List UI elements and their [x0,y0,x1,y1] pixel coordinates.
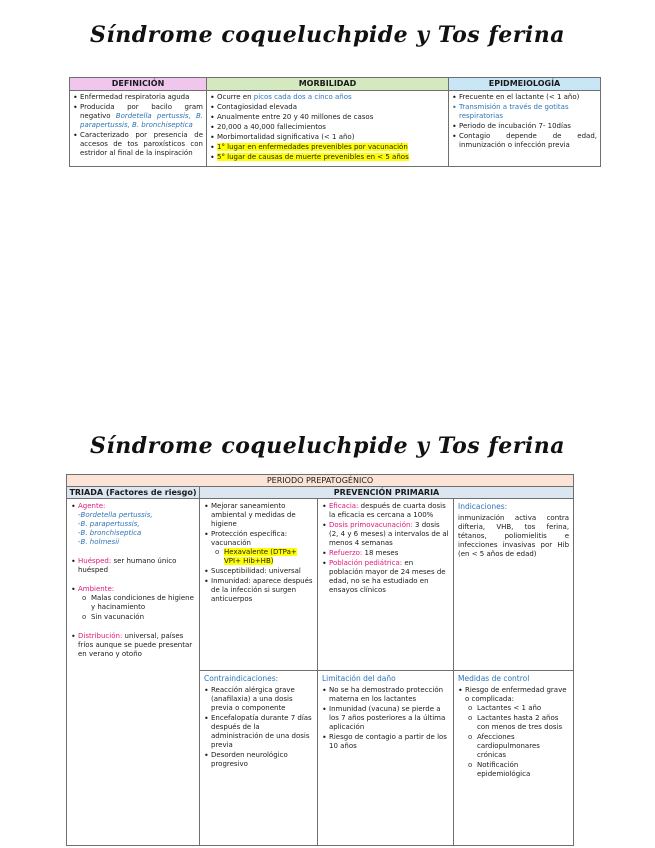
list-item: o Hexavalente (DTPa+ VPI+ Hib+HB) [215,548,313,566]
list-item: • Riesgo de contagio a partir de los 10 años [322,733,449,751]
list-item: • Eficacia: después de cuarta dosis la eficacia es cercana a 100% [322,502,449,520]
medidas-cell [454,671,574,846]
list-item: • Protección específica: vacunación o Hexavalente (DTPa+ VPI+ Hib+HB) [204,530,313,566]
list-item: • Morbimortalidad significativa (< 1 año) [210,133,445,142]
list-item: • Refuerzo: 18 meses [322,549,449,558]
list-item: • Ocurre en picos cada dos a cinco años [210,93,445,102]
list-item: • Frecuente en el lactante (< 1 año) [452,93,597,102]
page-title: Síndrome coqueluchpide y Tos ferina [90,22,565,48]
prevencion-col-2 [318,499,454,671]
morbilidad-cell [207,91,449,167]
list-item: • Contagio depende de edad, inmunización o infección previa [452,132,597,150]
limitacion-label: Limitación del daño [322,674,396,683]
triada-header: TRIADA (Factores de riesgo) [67,487,200,499]
list-item: • Inmunidad: aparece después de la infección si surgen anticuerpos [204,577,313,604]
list-item: • Población pediátrica: en población mayor de 24 meses de edad, no se ha estudiado en ensayos clínicos [322,559,449,595]
definicion-cell [70,91,207,167]
list-item: • Reacción alérgica grave (anafilaxia) a una dosis previa o componente [204,686,313,713]
list-item: • No se ha demostrado protección materna en los lactantes [322,686,449,704]
agente-item: • Agente: -Bordetella pertussis, -B. parapertussis, -B. bronchiseptica -B. holmesii [71,502,195,547]
indicaciones-label: Indicaciones: [458,502,508,511]
indicaciones-text: inmunización activa contra difteria, VHB, tos ferina, tétanos, poliomielitis e infecciones invasivas por Hib (en < 5 años de edad) [458,514,570,558]
list-item: • Anualmente entre 20 y 40 millones de casos [210,113,445,122]
list-item: • Periodo de incubación 7- 10días [452,122,597,131]
list-item: o Sin vacunación [82,613,195,622]
list-item: • Desorden neurológico progresivo [204,751,313,769]
ambiente-item: • Ambiente: o Malas condiciones de higiene y hacinamiento o Sin vacunación [71,585,195,622]
epidemiologia-cell [449,91,601,167]
page-title-2: Síndrome coqueluchpide y Tos ferina [90,433,565,459]
periodo-header: PERIODO PREPATOGÉNICO [67,475,574,487]
list-item: • Riesgo de enfermedad grave o complicada: o Lactantes < 1 año o Lactantes hasta 2 años con menos de tres dosis o Afecciones cardiopulmonares crónicas o Notificación epidemiológica [458,686,569,779]
list-item: • Producida por bacilo gram negativo Bordetella pertussis, B. parapertussis, B. bronchiseptica [73,103,203,130]
distribucion-item: • Distribución: universal, países fríos aunque se puede presentar en verano y otoño [71,632,195,659]
medidas-label: Medidas de control [458,674,530,683]
limitacion-cell [318,671,454,846]
list-item: • Encefalopatía durante 7 días después de la administración de una dosis previa [204,714,313,750]
prevencion-header: PREVENCIÓN PRIMARIA [200,487,574,499]
list-item: • Contagiosidad elevada [210,103,445,112]
list-item: • Mejorar saneamiento ambiental y medidas de higiene [204,502,313,529]
prevencion-col-1 [200,499,318,671]
contraindicaciones-cell [200,671,318,846]
header-definicion: DEFINICIÓN [70,78,207,91]
list-item: • 1° lugar en enfermedades prevenibles por vacunación [210,143,445,152]
list-item: • 20,000 a 40,000 fallecimientos [210,123,445,132]
triada-cell [67,499,200,846]
list-item: • Transmisión a través de gotitas respiratorias [452,103,597,121]
list-item: o Afecciones cardiopulmonares crónicas [468,733,569,760]
list-item: o Lactantes < 1 año [468,704,569,713]
list-item: o Malas condiciones de higiene y hacinamiento [82,594,195,612]
summary-table [69,77,601,167]
header-morbilidad: MORBILIDAD [207,78,449,91]
list-item: o Lactantes hasta 2 años con menos de tres dosis [468,714,569,732]
list-item: • Enfermedad respiratoria aguda [73,93,203,102]
prepatogenic-table [66,474,574,846]
list-item: • Dosis primovacunación: 3 dosis (2, 4 y 6 meses) a intervalos de al menos 4 semanas [322,521,449,548]
contraindicaciones-label: Contraindicaciones: [204,674,279,683]
list-item: • Caracterizado por presencia de accesos de tos paroxísticos con estridor al final de la inspiración [73,131,203,158]
list-item: • Inmunidad (vacuna) se pierde a los 7 años posteriores a la última aplicación [322,705,449,732]
header-epidemiologia: EPIDMEIOLOGÍA [449,78,601,91]
prevencion-col-3 [454,499,574,671]
list-item: o Notificación epidemiológica [468,761,569,779]
list-item: • Susceptibilidad: universal [204,567,313,576]
list-item: • 5° lugar de causas de muerte prevenibles en < 5 años [210,153,445,162]
huesped-item: • Huésped: ser humano único huésped [71,557,195,575]
